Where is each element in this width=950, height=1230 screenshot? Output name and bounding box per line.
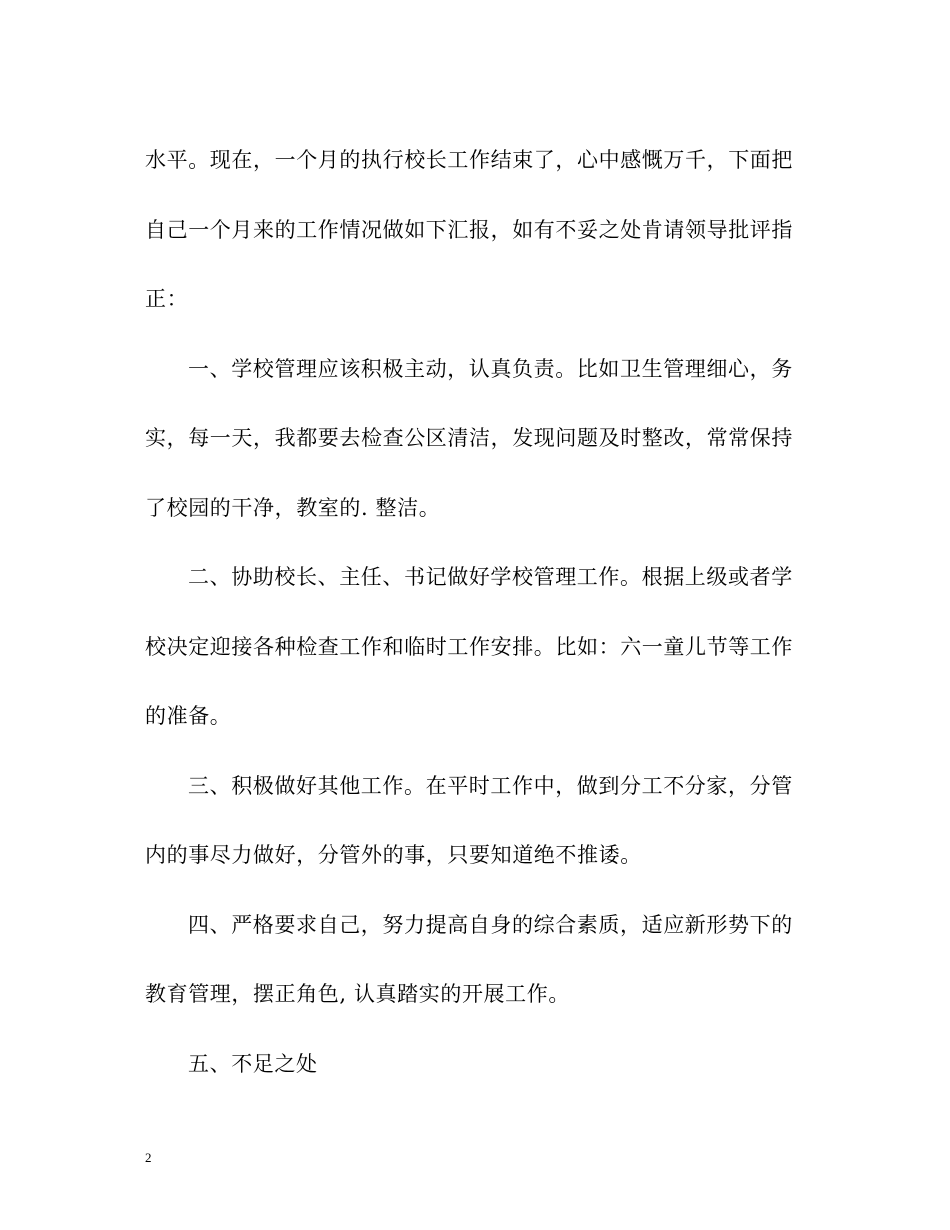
text-line: 实，每一天，我都要去检查公区清洁，发现问题及时整改，常常保持 (145, 426, 793, 450)
text-line: 校决定迎接各种检查工作和临时工作安排。比如：六一童儿节等工作 (145, 634, 793, 659)
text-line: 正： (145, 287, 189, 311)
text-line: 的准备。 (145, 704, 232, 728)
section-three-heading-line: 三、积极做好其他工作。在平时工作中，做到分工不分家，分管 (188, 773, 793, 798)
section-two-heading-line: 二、协助校长、主任、书记做好学校管理工作。根据上级或者学 (188, 565, 793, 589)
section-four-heading-line: 四、严格要求自己，努力提高自身的综合素质，适应新形势下的 (188, 912, 793, 937)
text-line: 内的事尽力做好，分管外的事，只要知道绝不推诿。 (145, 843, 642, 867)
section-five-heading-line: 五、不足之处 (188, 1051, 318, 1076)
section-one-heading-line: 一、学校管理应该积极主动，认真负责。比如卫生管理细心，务 (188, 356, 793, 381)
text-line: 了校园的干净，教室的. 整洁。 (145, 495, 441, 520)
text-line: 教育管理，摆正角色, 认真踏实的开展工作。 (145, 982, 570, 1006)
document-body (145, 140, 805, 1113)
page-number: 2 (145, 1150, 152, 1165)
text-line: 自己一个月来的工作情况做如下汇报，如有不妥之处肯请领导批评指 (145, 217, 793, 242)
text-line: 水平。现在，一个月的执行校长工作结束了，心中感慨万千，下面把 (145, 148, 793, 172)
